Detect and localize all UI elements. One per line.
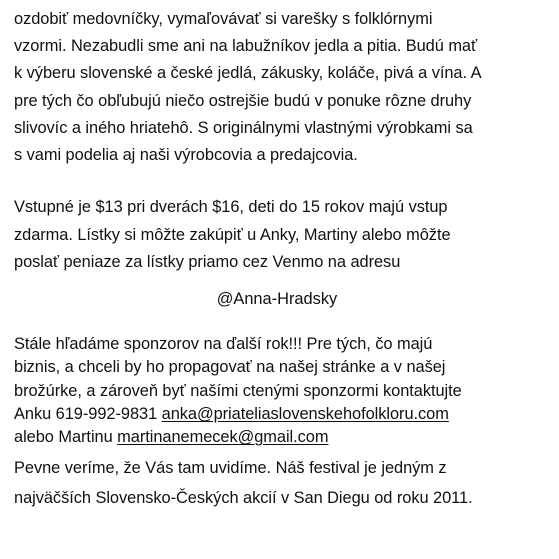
text-line: s vami podelia aj naši výrobcovia a predajcovia. [14, 146, 358, 165]
closing-paragraph [14, 454, 473, 513]
text-line: slivovíc a iného hriatehô. S originálnymi vlastnými výrobkami sa [14, 118, 473, 137]
text-line: brožúrke, a zároveň byť našími ctenými sponzormi kontaktujte [14, 381, 462, 400]
text-line: biznis, a chceli by ho propagovať na našej stránke a v našej [14, 358, 446, 377]
venmo-handle: @Anna-Hradsky [216, 290, 338, 308]
text-line: Stále hľadáme sponzorov na ďalší rok!!! Pre tých, čo majú [14, 335, 433, 353]
text-line: poslať peniaze za lístky priamo cez Venmo na adresu [14, 253, 401, 271]
contact-line-martina [14, 426, 462, 449]
text-line: najväčších Slovensko-Českých akcií v San Diegu od roku 2011. [14, 488, 473, 507]
text-line: Vstupné je $13 pri dverách $16, deti do 15 rokov majú vstup [14, 198, 448, 216]
sponsors-paragraph [14, 333, 462, 449]
text-line: Pevne veríme, že Vás tam uvidíme. Náš festival je jedným z [14, 459, 447, 477]
email-link-anka[interactable]: anka@priateliaslovenskehofolkloru.com [161, 404, 449, 423]
text-line: k výberu slovenské a české jedlá, zákusky, koláče, pivá a vína. A [14, 64, 482, 83]
text-line: vzormi. Nezabudli sme ani na labužníkov jedla a pitia. Budú mať [14, 37, 478, 56]
contact-line-anka [14, 403, 462, 426]
email-link-martina[interactable]: martinanemecek@gmail.com [117, 428, 329, 447]
festival-activities-paragraph [14, 6, 481, 169]
text-line: pre tých čo obľubujú niečo ostrejšie budú v ponuke rôzne druhy [14, 91, 472, 110]
contact-anka-phone: Anku 619-992-9831 [14, 404, 162, 423]
text-line: zdarma. Lístky si môžte zakúpiť u Anky, Martiny alebo môžte [14, 225, 451, 244]
contact-martina-label: alebo Martinu [14, 428, 118, 447]
text-line: ozdobiť medovníčky, vymaľovávať si varešky s folklórnymi [14, 10, 433, 28]
admission-paragraph [14, 194, 451, 277]
